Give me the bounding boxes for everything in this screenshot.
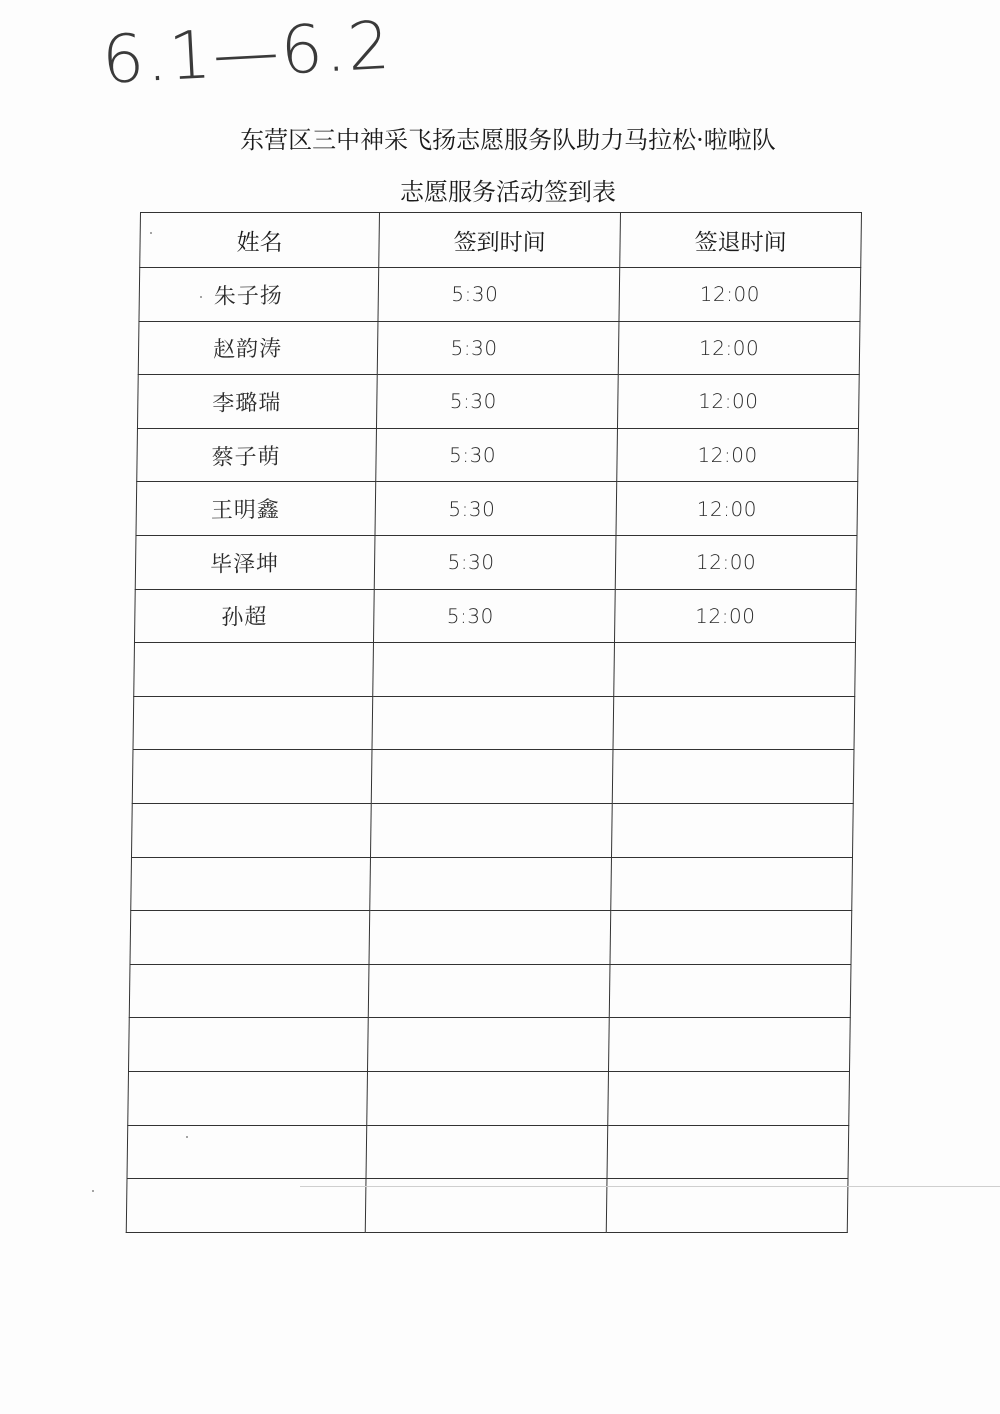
name-cell bbox=[128, 1018, 368, 1072]
sign-out-time: 12:00 bbox=[699, 282, 761, 307]
table-row bbox=[137, 375, 859, 429]
table-row bbox=[131, 803, 853, 857]
sign-in-cell bbox=[370, 803, 612, 857]
sign-in-time: 5:30 bbox=[449, 389, 497, 414]
column-header-sign-in: 签到时间 bbox=[379, 213, 621, 268]
sign-out-cell bbox=[616, 482, 858, 536]
table-row bbox=[134, 589, 856, 643]
scan-speck bbox=[92, 1190, 94, 1192]
sign-out-cell bbox=[610, 911, 852, 965]
table-header-row bbox=[140, 213, 862, 268]
sign-in-cell bbox=[373, 589, 615, 643]
sign-out-cell bbox=[608, 1018, 850, 1072]
table-row bbox=[133, 696, 855, 750]
sign-out-time: 12:00 bbox=[698, 389, 759, 414]
scan-speck bbox=[200, 296, 202, 298]
sign-in-cell bbox=[371, 750, 613, 804]
name-cell bbox=[139, 268, 379, 322]
signer-name: 王明鑫 bbox=[211, 497, 281, 524]
scan-speck bbox=[186, 1136, 188, 1138]
name-cell bbox=[133, 696, 373, 750]
sign-out-cell bbox=[615, 535, 857, 589]
sign-in-cell bbox=[370, 857, 612, 911]
name-cell bbox=[137, 375, 377, 429]
sign-out-cell bbox=[611, 803, 853, 857]
sign-in-cell bbox=[372, 696, 614, 750]
signer-name: 赵韵涛 bbox=[213, 336, 283, 364]
sign-in-cell bbox=[369, 911, 611, 965]
sign-out-time: 12:00 bbox=[696, 496, 758, 521]
table-row bbox=[130, 911, 852, 965]
sign-in-cell bbox=[367, 1018, 609, 1072]
sign-out-cell bbox=[619, 268, 861, 322]
name-cell bbox=[132, 750, 372, 804]
sign-in-cell bbox=[374, 535, 616, 589]
sign-out-cell bbox=[618, 321, 860, 375]
signer-name: 蔡子萌 bbox=[212, 444, 282, 471]
sign-out-time: 12:00 bbox=[695, 550, 757, 575]
sign-in-cell bbox=[368, 964, 610, 1018]
table-row bbox=[127, 1125, 849, 1179]
sign-in-cell bbox=[375, 482, 617, 536]
sign-in-cell bbox=[376, 428, 618, 482]
sign-in-cell bbox=[373, 643, 615, 697]
sign-out-time: 12:00 bbox=[697, 443, 758, 468]
sign-out-cell bbox=[607, 1125, 849, 1179]
signer-name: 毕泽坤 bbox=[210, 551, 280, 578]
sign-in-time: 5:30 bbox=[447, 550, 495, 575]
sign-out-time: 12:00 bbox=[698, 335, 760, 360]
name-cell bbox=[127, 1125, 367, 1179]
name-cell bbox=[130, 911, 370, 965]
name-cell bbox=[129, 964, 369, 1018]
table-row bbox=[136, 482, 858, 536]
table-row bbox=[137, 428, 859, 482]
sign-in-cell bbox=[378, 268, 620, 322]
sign-out-time: 12:00 bbox=[695, 603, 756, 628]
sign-out-cell bbox=[608, 1071, 850, 1125]
name-cell bbox=[128, 1071, 368, 1125]
column-header-sign-out: 签退时间 bbox=[620, 213, 862, 268]
sign-in-time: 5:30 bbox=[448, 443, 497, 468]
sign-out-cell bbox=[617, 375, 859, 429]
sign-out-cell bbox=[612, 750, 854, 804]
name-cell bbox=[135, 535, 375, 589]
table-row bbox=[132, 750, 854, 804]
table-row bbox=[139, 268, 861, 322]
table-row bbox=[129, 964, 851, 1018]
handwritten-date: 6.1—6.2 bbox=[100, 6, 394, 99]
name-cell bbox=[134, 643, 374, 697]
table-row bbox=[131, 857, 853, 911]
signin-table bbox=[126, 212, 862, 1233]
table-row bbox=[138, 321, 860, 375]
signer-name: 李璐瑞 bbox=[212, 390, 282, 417]
table-row bbox=[128, 1018, 850, 1072]
column-header-name: 姓名 bbox=[140, 213, 380, 268]
sign-out-cell bbox=[614, 589, 856, 643]
sign-out-cell bbox=[613, 696, 855, 750]
sign-in-time: 5:30 bbox=[448, 496, 496, 521]
table-row bbox=[135, 535, 857, 589]
scan-speck bbox=[150, 232, 152, 234]
document-subtitle: 志愿服务活动签到表 bbox=[400, 178, 616, 206]
name-cell bbox=[134, 589, 374, 643]
sign-in-time: 5:30 bbox=[446, 603, 494, 628]
name-cell bbox=[136, 482, 376, 536]
signer-name: 朱子扬 bbox=[214, 283, 284, 310]
sign-out-cell bbox=[614, 643, 856, 697]
sign-in-time: 5:30 bbox=[450, 335, 498, 360]
name-cell bbox=[138, 321, 378, 375]
sign-in-cell bbox=[367, 1071, 609, 1125]
sign-in-cell bbox=[377, 321, 619, 375]
table-row bbox=[134, 643, 856, 697]
signer-name: 孙超 bbox=[221, 605, 268, 631]
name-cell bbox=[131, 803, 371, 857]
sign-in-time: 5:30 bbox=[451, 282, 499, 307]
sign-in-cell bbox=[366, 1125, 608, 1179]
sign-out-cell bbox=[611, 857, 853, 911]
table-body bbox=[126, 268, 860, 1233]
document-title: 东营区三中神采飞扬志愿服务队助力马拉松·啦啦队 bbox=[240, 126, 776, 154]
sign-out-cell bbox=[609, 964, 851, 1018]
sign-in-cell bbox=[376, 375, 618, 429]
name-cell bbox=[137, 428, 377, 482]
scan-artifact-line bbox=[300, 1186, 1000, 1187]
sign-out-cell bbox=[617, 428, 859, 482]
table-row bbox=[128, 1071, 850, 1125]
name-cell bbox=[131, 857, 371, 911]
